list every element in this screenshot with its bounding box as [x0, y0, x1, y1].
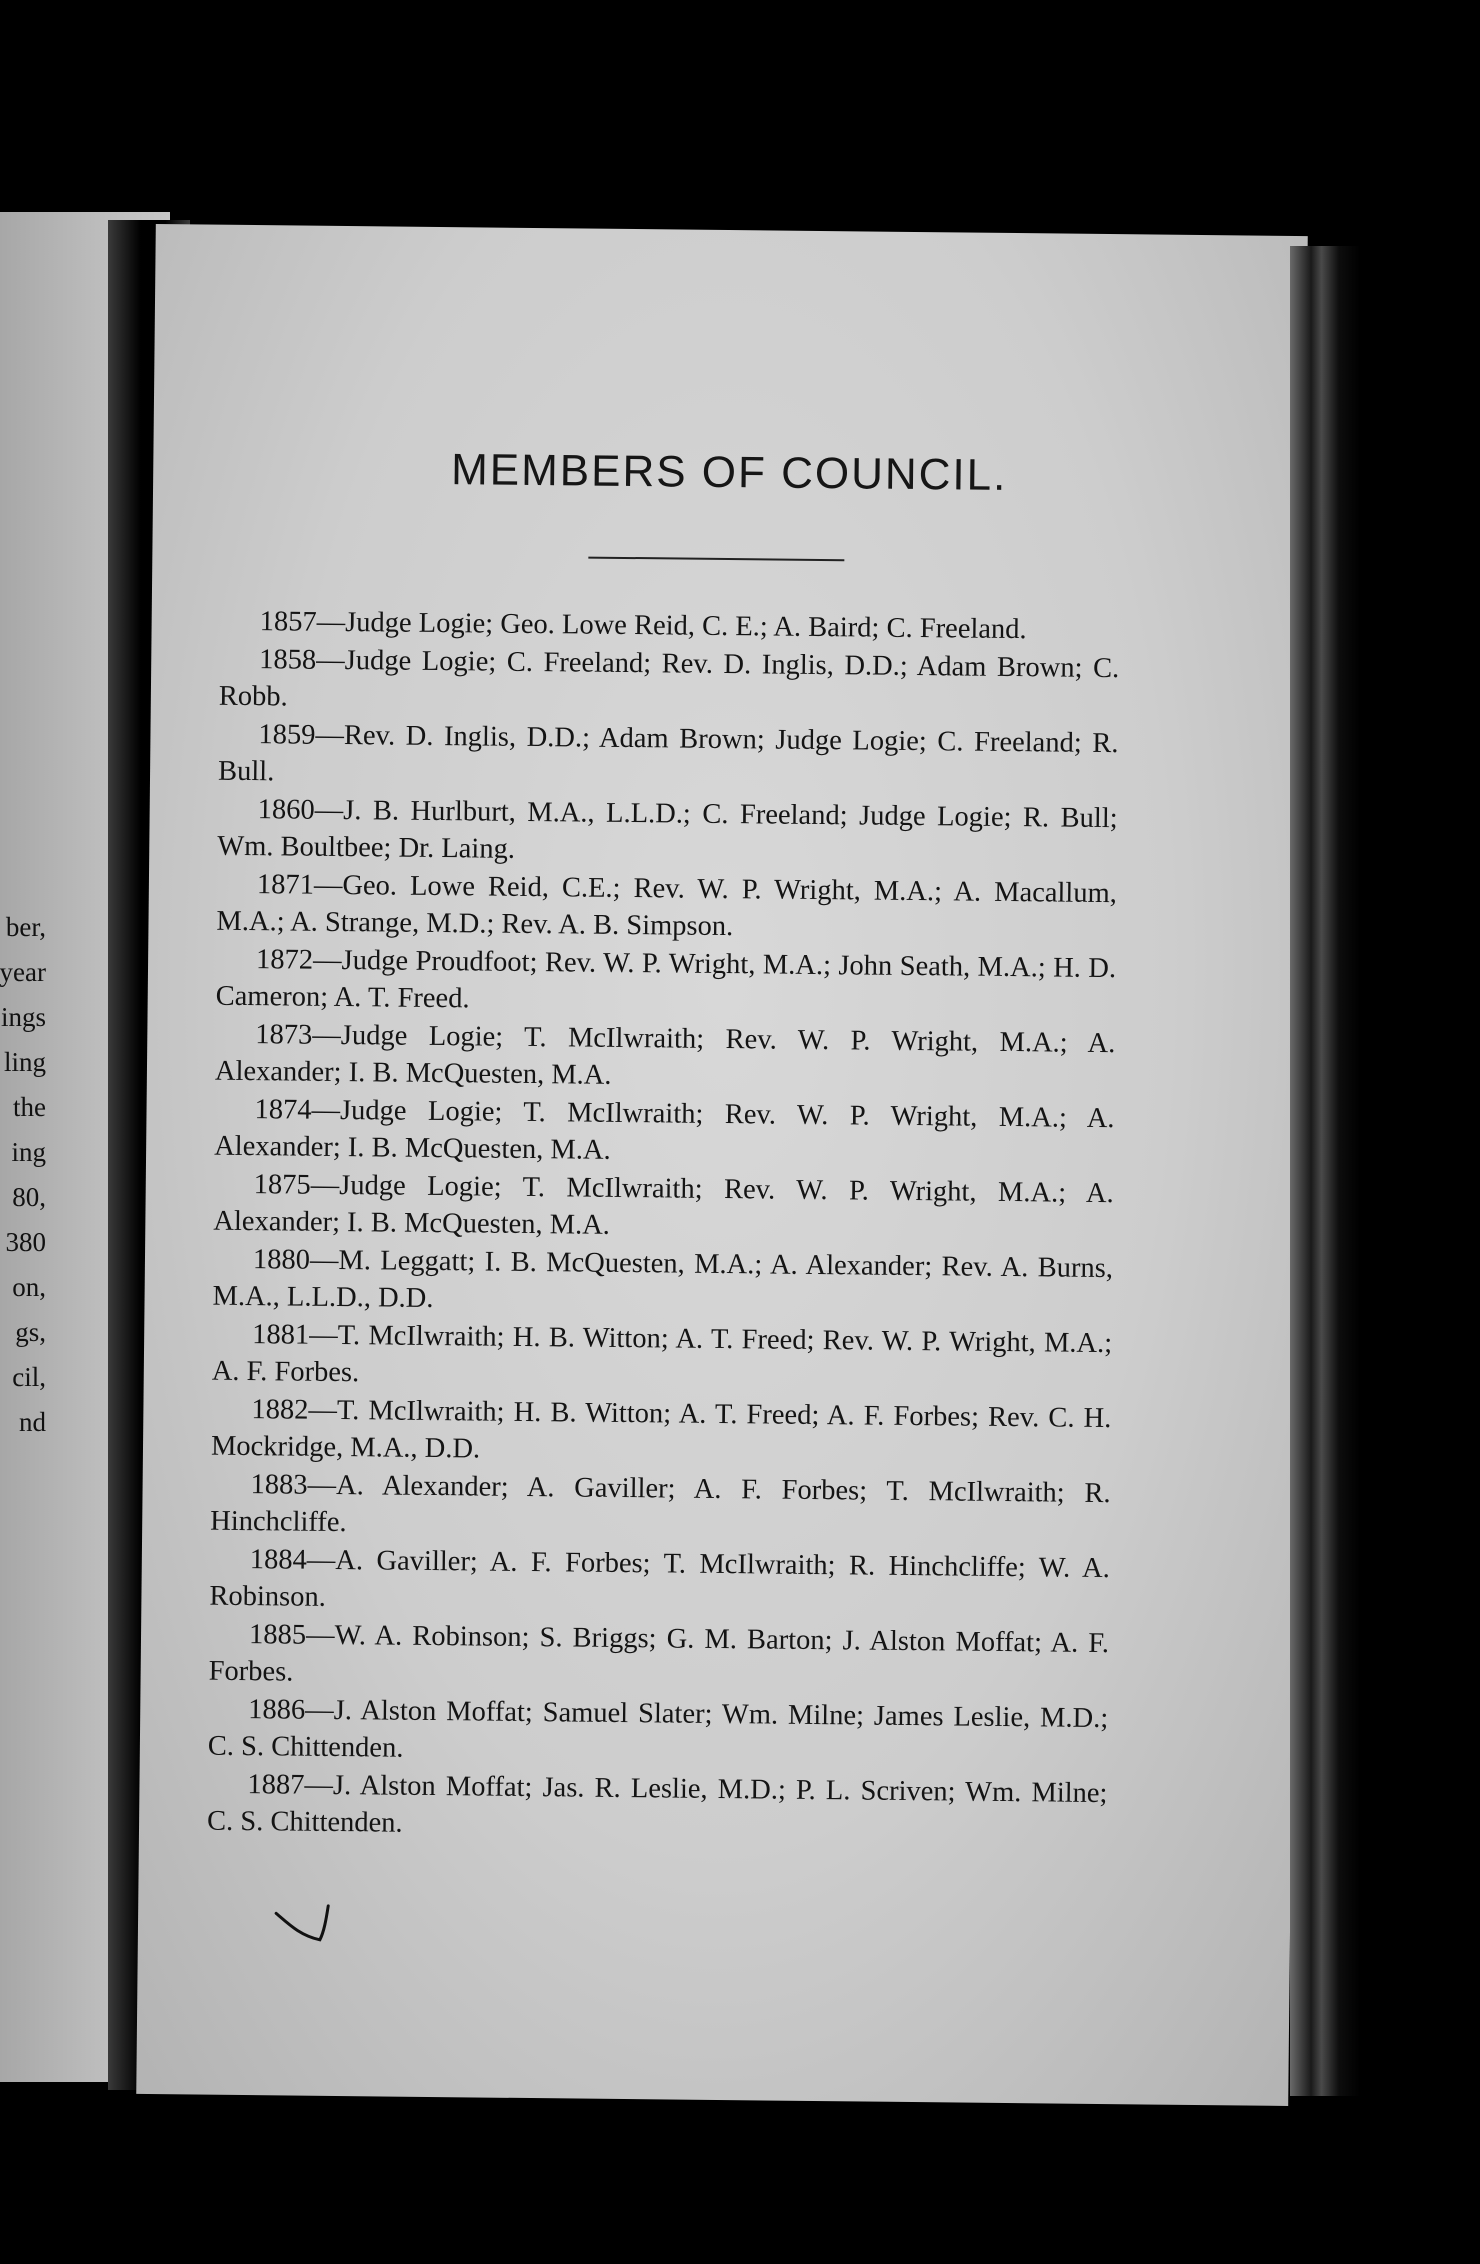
council-entry: 1885—W. A. Robinson; S. Briggs; G. M. Barton; J. Alston Moffat; A. F. Forbes. — [208, 1618, 1110, 1688]
title-rule — [588, 557, 844, 562]
council-entry: 1882—T. McIlwraith; H. B. Witton; A. T. Freed; A. F. Forbes; Rev. C. H. Mockridge, M.A., D.D. — [210, 1393, 1112, 1465]
council-entry: 1883—A. Alexander; A. Gaviller; A. F. Forbes; T. McIlwraith; R. Hinchcliffe. — [210, 1468, 1111, 1539]
handwritten-tick-mark — [274, 1901, 334, 1946]
council-entry: 1886—J. Alston Moffat; Samuel Slater; Wm. Milne; James Leslie, M.D.; C. S. Chittenden. — [207, 1693, 1109, 1764]
left-text-fragment: on, — [12, 1272, 46, 1302]
left-text-fragment: year — [0, 957, 46, 987]
council-entry: 1871—Geo. Lowe Reid, C.E.; Rev. W. P. Wright, M.A.; A. Macallum, M.A.; A. Strange, M.D.; Rev. A. B. Simpson. — [216, 868, 1118, 943]
page-stack-edge — [1290, 246, 1360, 2096]
page-title: MEMBERS OF COUNCIL. — [450, 445, 1008, 500]
council-entry: 1858—Judge Logie; C. Freeland; Rev. D. Inglis, D.D.; Adam Brown; C. Robb. — [218, 643, 1120, 713]
council-entry: 1880—M. Leggatt; I. B. McQuesten, M.A.; A. Alexander; Rev. A. Burns, M.A., L.L.D., D.D. — [212, 1243, 1114, 1314]
left-text-fragment: cil, — [12, 1362, 46, 1392]
council-entry: 1884—A. Gaviller; A. F. Forbes; T. McIlwraith; R. Hinchcliffe; W. A. Robinson. — [209, 1543, 1110, 1613]
council-members-list — [207, 603, 1120, 1850]
document-page — [136, 224, 1308, 2106]
left-text-fragment: ling — [3, 1047, 46, 1077]
council-entry: 1860—J. B. Hurlburt, M.A., L.L.D.; C. Freeland; Judge Logie; R. Bull; Wm. Boultbee; Dr. Laing. — [217, 793, 1118, 865]
left-text-fragment: ings — [0, 1002, 46, 1032]
left-text-fragment: gs, — [15, 1317, 46, 1347]
council-entry: 1881—T. McIlwraith; H. B. Witton; A. T. Freed; Rev. W. P. Wright, M.A.; A. F. Forbes. — [211, 1318, 1113, 1389]
left-text-fragment: the — [13, 1092, 46, 1122]
council-entry: 1887—J. Alston Moffat; Jas. R. Leslie, M.D.; P. L. Scriven; Wm. Milne; C. S. Chittenden. — [206, 1768, 1108, 1839]
council-entry: 1873—Judge Logie; T. McIlwraith; Rev. W. P. Wright, M.A.; A. Alexander; I. B. McQuesten, M.A. — [214, 1018, 1116, 1091]
left-text-fragment: ing — [11, 1137, 46, 1167]
council-entry: 1872—Judge Proudfoot; Rev. W. P. Wright, M.A.; John Seath, M.A.; H. D. Cameron; A. T. Freed. — [215, 943, 1117, 1015]
council-entry: 1875—Judge Logie; T. McIlwraith; Rev. W. P. Wright, M.A.; A. Alexander; I. B. McQuesten, M.A. — [213, 1168, 1114, 1241]
left-text-fragment: 80, — [12, 1182, 46, 1212]
council-entry: 1874—Judge Logie; T. McIlwraith; Rev. W. P. Wright, M.A.; A. Alexander; I. B. McQuesten, M.A. — [214, 1093, 1115, 1166]
council-entry: 1859—Rev. D. Inglis, D.D.; Adam Brown; Judge Logie; C. Freeland; R. Bull. — [217, 718, 1119, 788]
left-text-fragment: nd — [19, 1407, 46, 1437]
council-entry: 1857—Judge Logie; Geo. Lowe Reid, C. E.; A. Baird; C. Freeland. — [259, 606, 1027, 646]
left-text-fragment: 380 — [5, 1227, 46, 1257]
left-text-fragment: ber, — [5, 912, 46, 942]
